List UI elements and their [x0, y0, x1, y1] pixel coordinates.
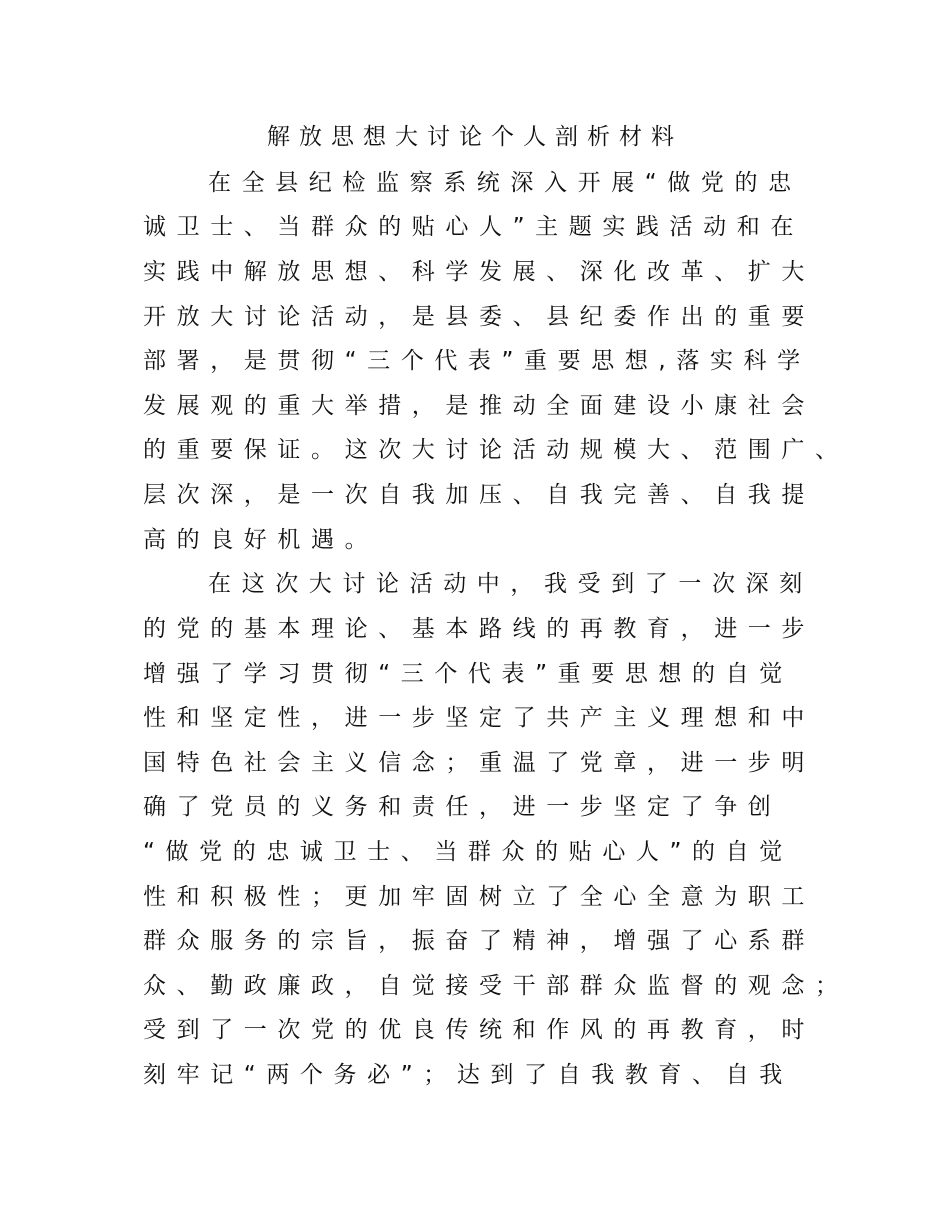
paragraph-2-line-6: 确了党员的义务和责任，进一步坚定了争创 — [143, 794, 782, 820]
paragraph-2-line-12: 刻牢记“两个务必”；达到了自我教育、自我 — [143, 1062, 793, 1088]
paragraph-2-line-7: “做党的忠诚卫士、当群众的贴心人”的自觉 — [143, 839, 793, 865]
paragraph-1-line-1: 在全县纪检监察系统深入开展“做党的忠 — [208, 170, 802, 196]
paragraph-2-line-3: 增强了学习贯彻“三个代表”重要思想的自觉 — [143, 661, 793, 687]
paragraph-2-line-5: 国特色社会主义信念；重温了党章，进一步明 — [143, 750, 815, 776]
paragraph-2-line-10: 众、勤政廉政，自觉接受干部群众监督的观念； — [143, 973, 849, 999]
paragraph-2-line-8: 性和积极性；更加牢固树立了全心全意为职工 — [143, 884, 815, 910]
paragraph-2-line-2: 的党的基本理论、基本路线的再教育，进一步 — [143, 616, 815, 642]
document-title: 解放思想大讨论个人剖析材料 — [267, 124, 683, 150]
paragraph-1-line-6: 发展观的重大举措，是推动全面建设小康社会 — [143, 393, 815, 419]
paragraph-1-line-3: 实践中解放思想、科学发展、深化改革、扩大 — [143, 259, 815, 285]
paragraph-2-line-11: 受到了一次党的优良传统和作风的再教育，时 — [143, 1017, 815, 1043]
paragraph-1-line-9: 高的良好机遇。 — [143, 527, 379, 553]
paragraph-1-line-5: 部署，是贯彻“三个代表”重要思想,落实科学 — [143, 348, 811, 374]
paragraph-1-line-4: 开放大讨论活动，是县委、县纪委作出的重要 — [143, 304, 815, 330]
paragraph-1-line-2: 诚卫士、当群众的贴心人”主题实践活动和在 — [143, 214, 804, 240]
paragraph-1-line-7: 的重要保证。这次大讨论活动规模大、范围广、 — [143, 437, 849, 463]
paragraph-2-line-1: 在这次大讨论活动中，我受到了一次深刻 — [208, 571, 813, 597]
paragraph-1-line-8: 层次深，是一次自我加压、自我完善、自我提 — [143, 482, 815, 508]
paragraph-2-line-9: 群众服务的宗旨，振奋了精神，增强了心系群 — [143, 928, 815, 954]
paragraph-2-line-4: 性和坚定性，进一步坚定了共产主义理想和中 — [143, 705, 815, 731]
